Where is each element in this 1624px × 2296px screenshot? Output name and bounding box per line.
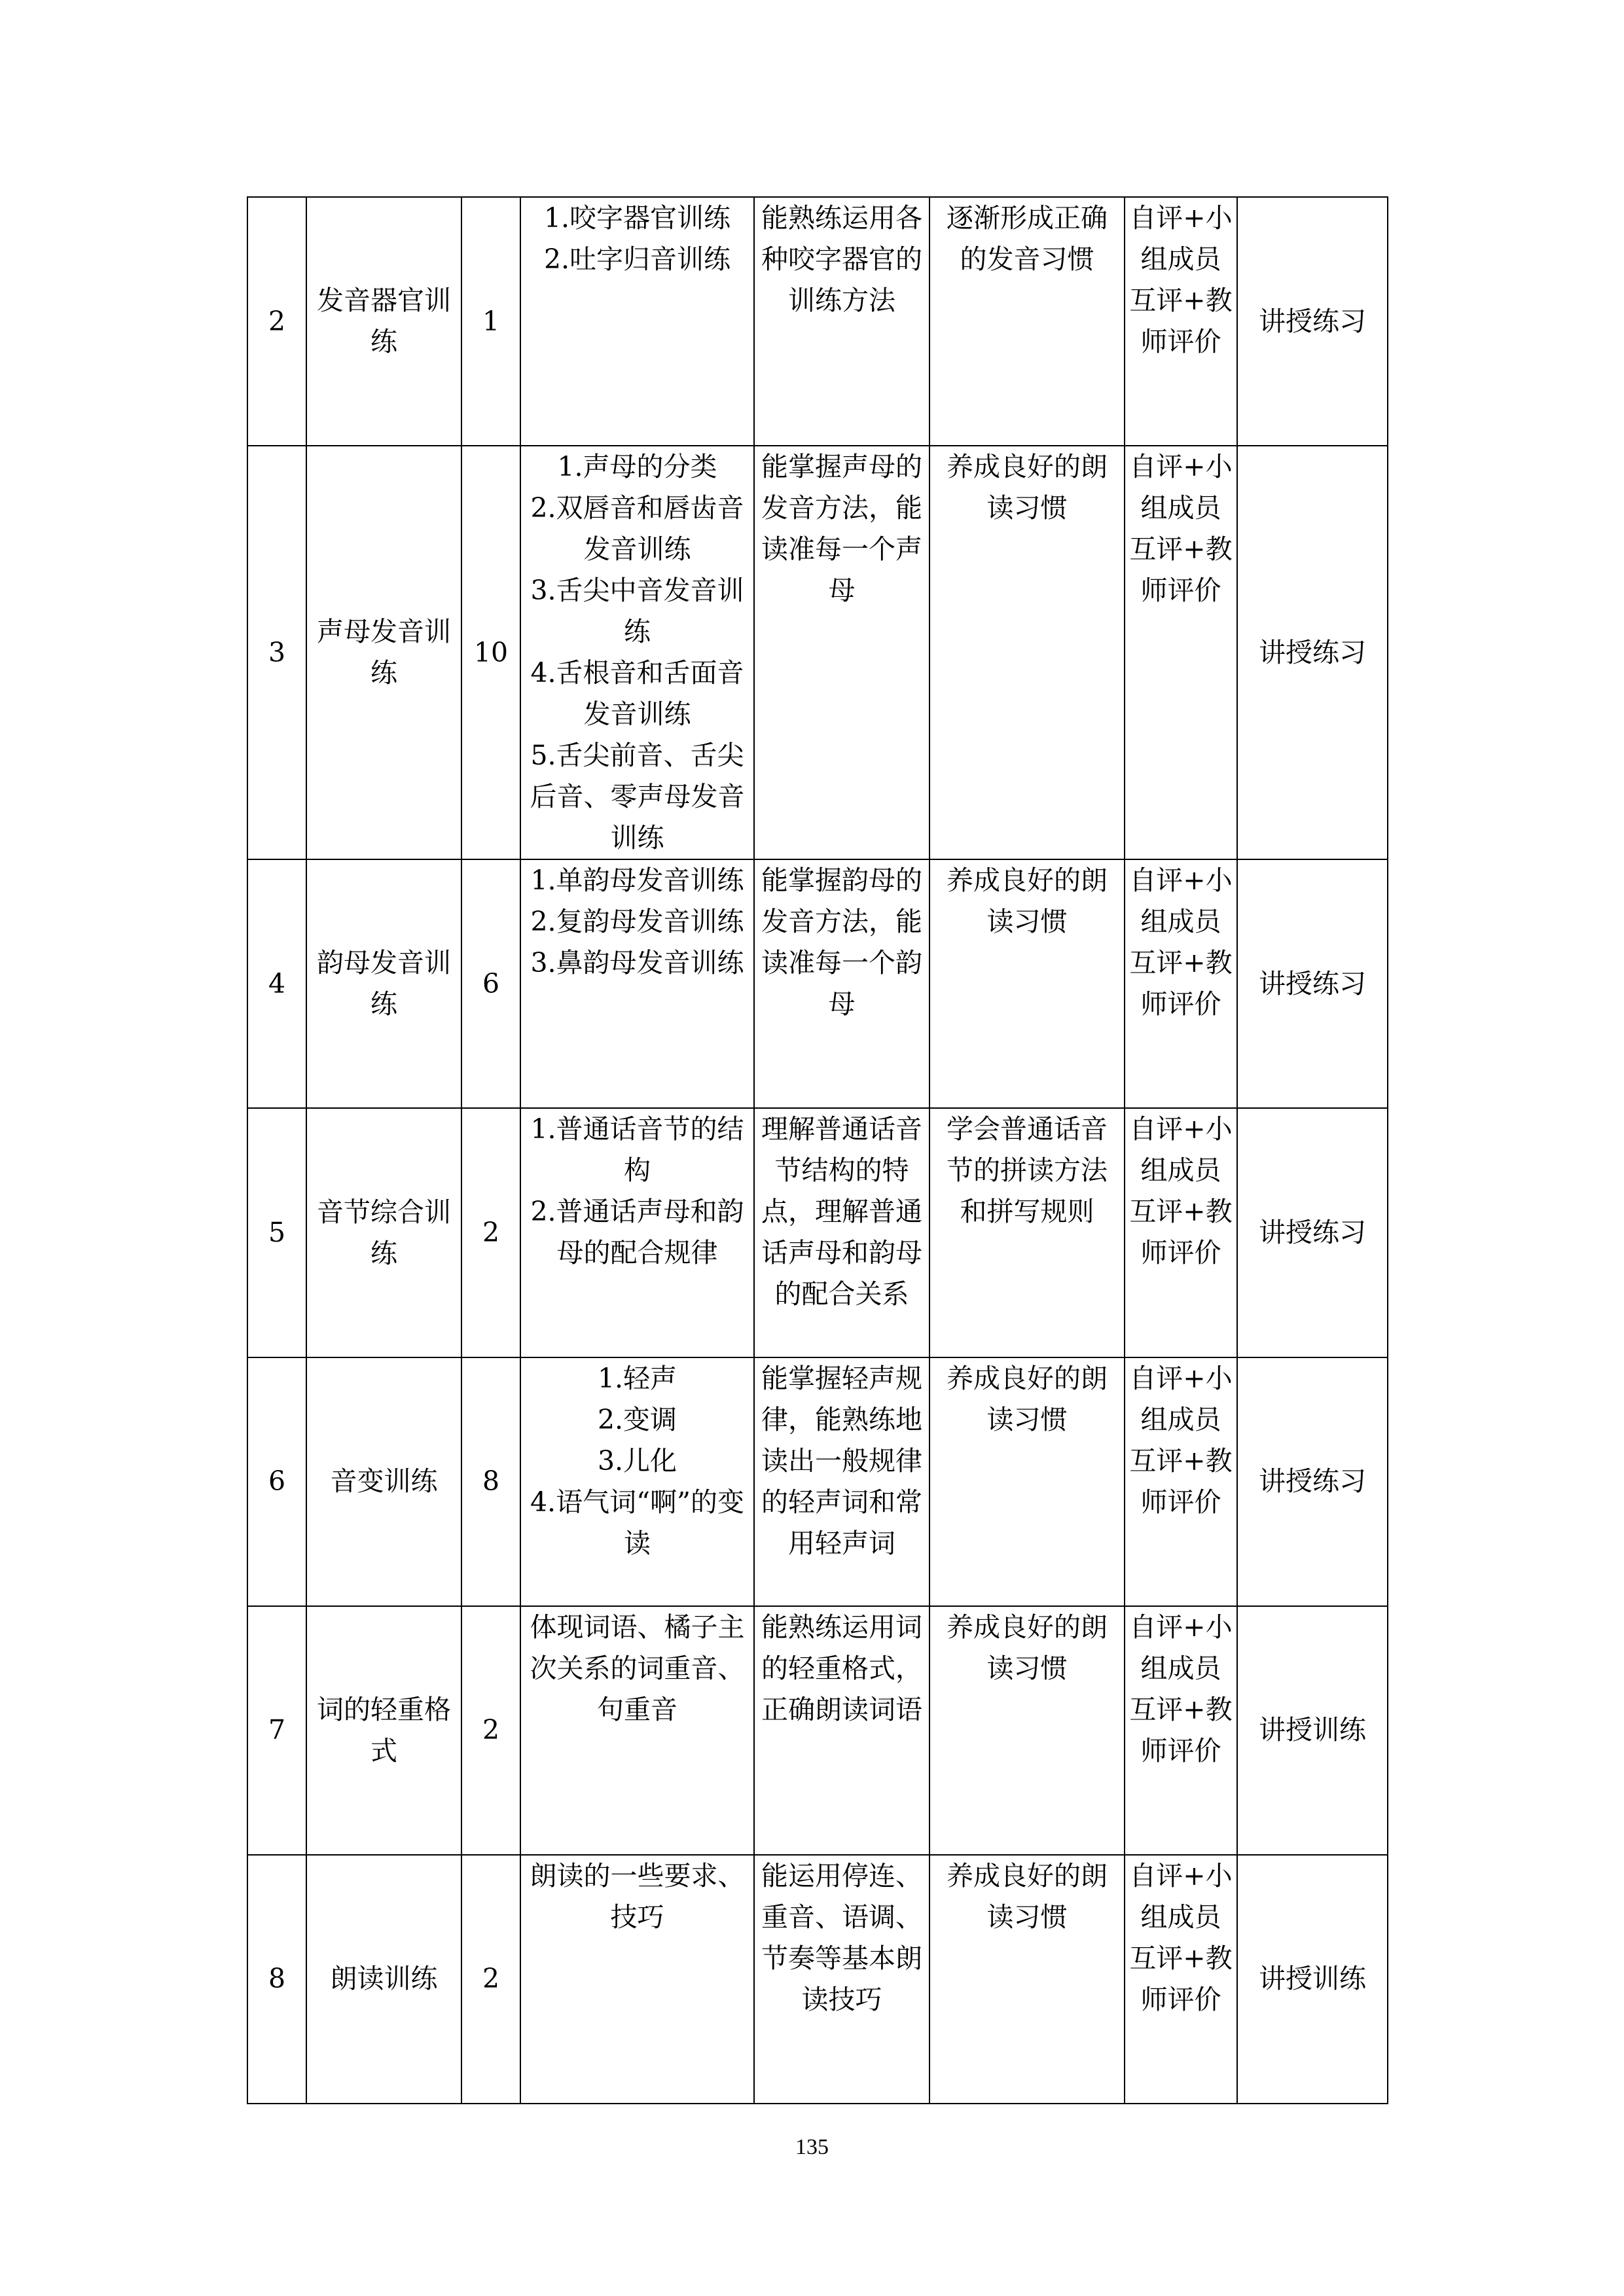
module-name-cell: 声母发音训练	[306, 446, 461, 859]
module-name-cell: 韵母发音训练	[306, 859, 461, 1108]
content-item: 1.轻声	[597, 1362, 677, 1394]
ability-goal-cell: 能掌握轻声规律，能熟练地读出一般规律的轻声词和常用轻声词	[754, 1357, 929, 1606]
content-item: 1.咬字器官训练	[543, 202, 731, 234]
quality-goal-cell: 养成良好的朗读习惯	[929, 446, 1125, 859]
module-name-cell: 音变训练	[306, 1357, 461, 1606]
content-item: 4.舌根音和舌面音发音训练	[530, 657, 744, 730]
quality-goal-cell: 学会普通话音节的拼读方法和拼写规则	[929, 1108, 1125, 1357]
evaluation-cell: 自评+小组成员互评+教师评价	[1125, 446, 1237, 859]
content-cell	[520, 446, 754, 859]
content-cell	[520, 1357, 754, 1606]
quality-goal-cell: 养成良好的朗读习惯	[929, 1357, 1125, 1606]
content-item: 3.鼻韵母发音训练	[530, 947, 744, 979]
evaluation-cell: 自评+小组成员互评+教师评价	[1125, 1357, 1237, 1606]
ability-goal-cell: 能熟练运用各种咬字器官的训练方法	[754, 197, 929, 446]
module-name-cell: 词的轻重格式	[306, 1606, 461, 1855]
content-item: 2.吐字归音训练	[543, 243, 731, 275]
table-row	[247, 1108, 1388, 1357]
hours-cell: 8	[461, 1357, 520, 1606]
teaching-method-cell: 讲授训练	[1237, 1855, 1388, 2104]
teaching-method-cell: 讲授练习	[1237, 446, 1388, 859]
row-number-cell: 5	[247, 1108, 306, 1357]
content-cell	[520, 197, 754, 446]
content-item: 朗读的一些要求、技巧	[530, 1859, 745, 1933]
content-cell	[520, 1606, 754, 1855]
content-cell	[520, 859, 754, 1108]
hours-cell: 1	[461, 197, 520, 446]
content-cell	[520, 1108, 754, 1357]
table-body	[247, 197, 1388, 2104]
quality-goal-cell: 养成良好的朗读习惯	[929, 1606, 1125, 1855]
teaching-method-cell: 讲授练习	[1237, 197, 1388, 446]
module-name-cell: 音节综合训练	[306, 1108, 461, 1357]
content-item: 2.变调	[597, 1403, 677, 1435]
hours-cell: 2	[461, 1606, 520, 1855]
hours-cell: 10	[461, 446, 520, 859]
evaluation-cell: 自评+小组成员互评+教师评价	[1125, 197, 1237, 446]
content-item: 3.儿化	[597, 1444, 677, 1477]
teaching-method-cell: 讲授练习	[1237, 1357, 1388, 1606]
evaluation-cell: 自评+小组成员互评+教师评价	[1125, 859, 1237, 1108]
table-row	[247, 1357, 1388, 1606]
content-item: 2.复韵母发音训练	[530, 906, 744, 938]
content-item: 体现词语、橘子主次关系的词重音、句重音	[530, 1611, 745, 1725]
course-schedule-table	[247, 196, 1388, 2104]
table-row	[247, 859, 1388, 1108]
content-item: 1.声母的分类	[557, 451, 717, 483]
content-item: 2.双唇音和唇齿音发音训练	[530, 492, 744, 565]
content-item: 5.舌尖前音、舌尖后音、零声母发音训练	[530, 740, 745, 854]
content-item: 4.语气词“啊”的变读	[530, 1486, 745, 1559]
module-name-cell: 发音器官训练	[306, 197, 461, 446]
hours-cell: 6	[461, 859, 520, 1108]
ability-goal-cell: 理解普通话音节结构的特点，理解普通话声母和韵母的配合关系	[754, 1108, 929, 1357]
table-row	[247, 197, 1388, 446]
teaching-method-cell: 讲授练习	[1237, 859, 1388, 1108]
row-number-cell: 4	[247, 859, 306, 1108]
quality-goal-cell: 逐渐形成正确的发音习惯	[929, 197, 1125, 446]
module-name-cell: 朗读训练	[306, 1855, 461, 2104]
table-row	[247, 446, 1388, 859]
ability-goal-cell: 能运用停连、重音、语调、节奏等基本朗读技巧	[754, 1855, 929, 2104]
row-number-cell: 8	[247, 1855, 306, 2104]
quality-goal-cell: 养成良好的朗读习惯	[929, 1855, 1125, 2104]
content-cell	[520, 1855, 754, 2104]
row-number-cell: 3	[247, 446, 306, 859]
row-number-cell: 7	[247, 1606, 306, 1855]
content-item: 1.单韵母发音训练	[530, 865, 744, 897]
ability-goal-cell: 能掌握韵母的发音方法，能读准每一个韵母	[754, 859, 929, 1108]
ability-goal-cell: 能掌握声母的发音方法，能读准每一个声母	[754, 446, 929, 859]
teaching-method-cell: 讲授练习	[1237, 1108, 1388, 1357]
table-row	[247, 1606, 1388, 1855]
content-item: 2.普通话声母和韵母的配合规律	[530, 1196, 744, 1269]
evaluation-cell: 自评+小组成员互评+教师评价	[1125, 1855, 1237, 2104]
evaluation-cell: 自评+小组成员互评+教师评价	[1125, 1108, 1237, 1357]
hours-cell: 2	[461, 1108, 520, 1357]
content-item: 1.普通话音节的结构	[530, 1113, 744, 1187]
evaluation-cell: 自评+小组成员互评+教师评价	[1125, 1606, 1237, 1855]
quality-goal-cell: 养成良好的朗读习惯	[929, 859, 1125, 1108]
table-row	[247, 1855, 1388, 2104]
hours-cell: 2	[461, 1855, 520, 2104]
content-item: 3.舌尖中音发音训练	[530, 575, 744, 648]
page-number: 135	[795, 2135, 829, 2159]
teaching-method-cell: 讲授训练	[1237, 1606, 1388, 1855]
row-number-cell: 2	[247, 197, 306, 446]
row-number-cell: 6	[247, 1357, 306, 1606]
ability-goal-cell: 能熟练运用词的轻重格式，正确朗读词语	[754, 1606, 929, 1855]
